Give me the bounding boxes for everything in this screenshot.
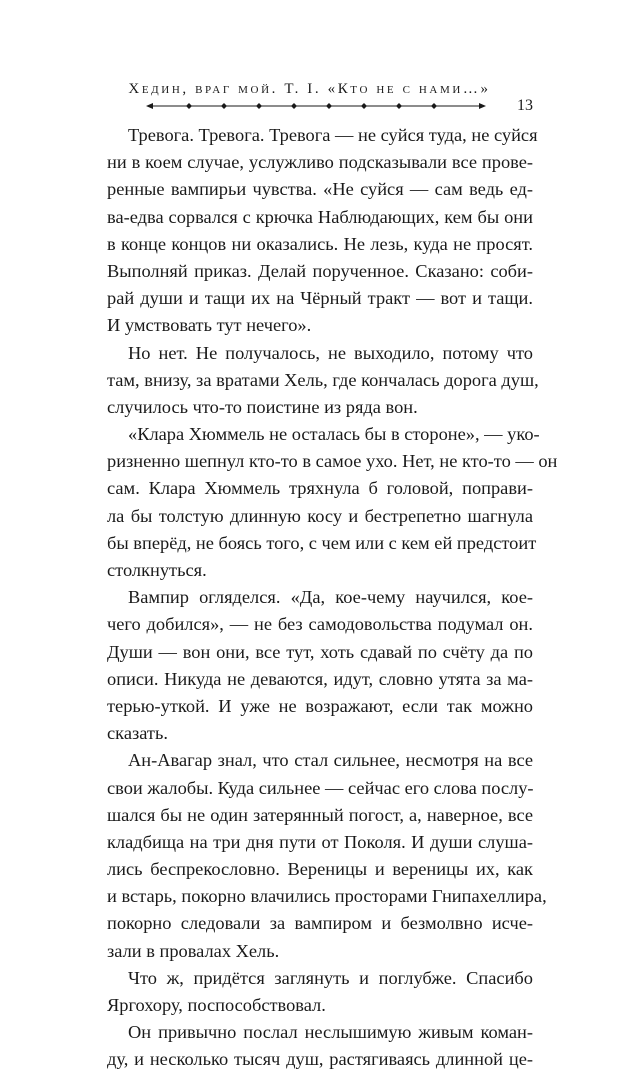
- text-line: И умствовать тут нечего».: [107, 315, 312, 336]
- body-text: [86, 122, 558, 1074]
- text-line: лись беспрекословно. Вереницы и вереницы их, как: [107, 859, 533, 880]
- text-line: ла бы толстую длинную косу и бестрепетно шагнула: [107, 505, 533, 526]
- text-line: ду, и несколько тысяч душ, растягиваясь длинной це-: [107, 1049, 533, 1070]
- paragraph: [86, 584, 533, 747]
- text-line: и встарь, покорно влачились просторами Гнипахеллира,: [107, 886, 547, 907]
- text-line: ва-едва сорвался с крючка Наблюдающих, кем бы они: [107, 206, 533, 227]
- text-line: зали в провалах Хель.: [107, 940, 280, 961]
- text-line: ризненно шепнул кто-то в самое ухо. Нет, не кто-то — он: [107, 451, 558, 472]
- text-line: столкнуться.: [107, 560, 207, 580]
- text-line: бы вперёд, не боясь того, с чем или с кем ей предстоит: [107, 532, 537, 553]
- text-line: ренные вампирьи чувства. «Не суйся — сам ведь ед-: [107, 179, 533, 200]
- header-ornament-rule: [146, 100, 486, 112]
- text-line: в конце концов ни оказались. Не лезь, куда не просят.: [107, 233, 533, 254]
- text-line: Тревога. Тревога. Тревога — не суйся туда, не суйся: [128, 125, 538, 145]
- running-head-title: Хедин, враг мой. Т. I. «Кто не с нами…»: [128, 81, 491, 97]
- text-line: покорно следовали за вампиром и безмолвно исче-: [107, 913, 533, 934]
- text-line: «Клара Хюммель не осталась бы в стороне», — уко-: [128, 424, 540, 445]
- paragraph: [86, 747, 547, 965]
- text-line: Выполняй приказ. Делай порученное. Сказано: соби-: [107, 260, 533, 281]
- text-line: рай души и тащи их на Чёрный тракт — вот и тащи.: [107, 288, 533, 309]
- text-line: шался бы не один затерянный погост, а, наверное, все: [107, 804, 533, 825]
- paragraph: [86, 122, 538, 340]
- text-line: чего добился», — не без самодовольства подумал он.: [107, 614, 533, 635]
- text-line: Что ж, придётся заглянуть и поглубже. Спасибо: [128, 967, 533, 988]
- text-line: случилось что-то поистине из ряда вон.: [107, 396, 418, 417]
- text-line: сказать.: [107, 723, 168, 744]
- text-line: сам. Клара Хюммель тряхнула б головой, поправи-: [107, 478, 533, 499]
- paragraph: [86, 421, 558, 584]
- text-line: Вампир огляделся. «Да, кое-чему научился, кое-: [128, 587, 533, 608]
- page-number: 13: [517, 97, 533, 114]
- text-line: там, внизу, за вратами Хель, где кончалась дорога душ,: [107, 369, 539, 390]
- text-line: ни в коем случае, услужливо подсказывали все прове-: [107, 152, 533, 173]
- text-line: терью-уткой. И уже не возражают, если так можно: [107, 695, 533, 716]
- text-line: Он привычно послал неслышимую живым коман-: [128, 1022, 533, 1043]
- text-line: описи. Никуда не деваются, идут, словно утята за ма-: [107, 668, 533, 689]
- paragraph: [86, 340, 539, 422]
- text-line: Души — вон они, все тут, хоть сдавай по счёту да по: [107, 641, 533, 662]
- text-line: свои жалобы. Куда сильнее — сейчас его слова послу-: [107, 777, 534, 798]
- paragraph: [86, 965, 533, 1019]
- text-line: кладбища на три дня пути от Поколя. И души слуша-: [107, 831, 533, 852]
- text-line: Ан-Авагар знал, что стал сильнее, несмотря на все: [128, 750, 533, 771]
- paragraph: [86, 1019, 533, 1073]
- text-line: Яргохору, поспособствовал.: [107, 995, 326, 1015]
- text-line: Но нет. Не получалось, не выходило, потому что: [128, 342, 533, 363]
